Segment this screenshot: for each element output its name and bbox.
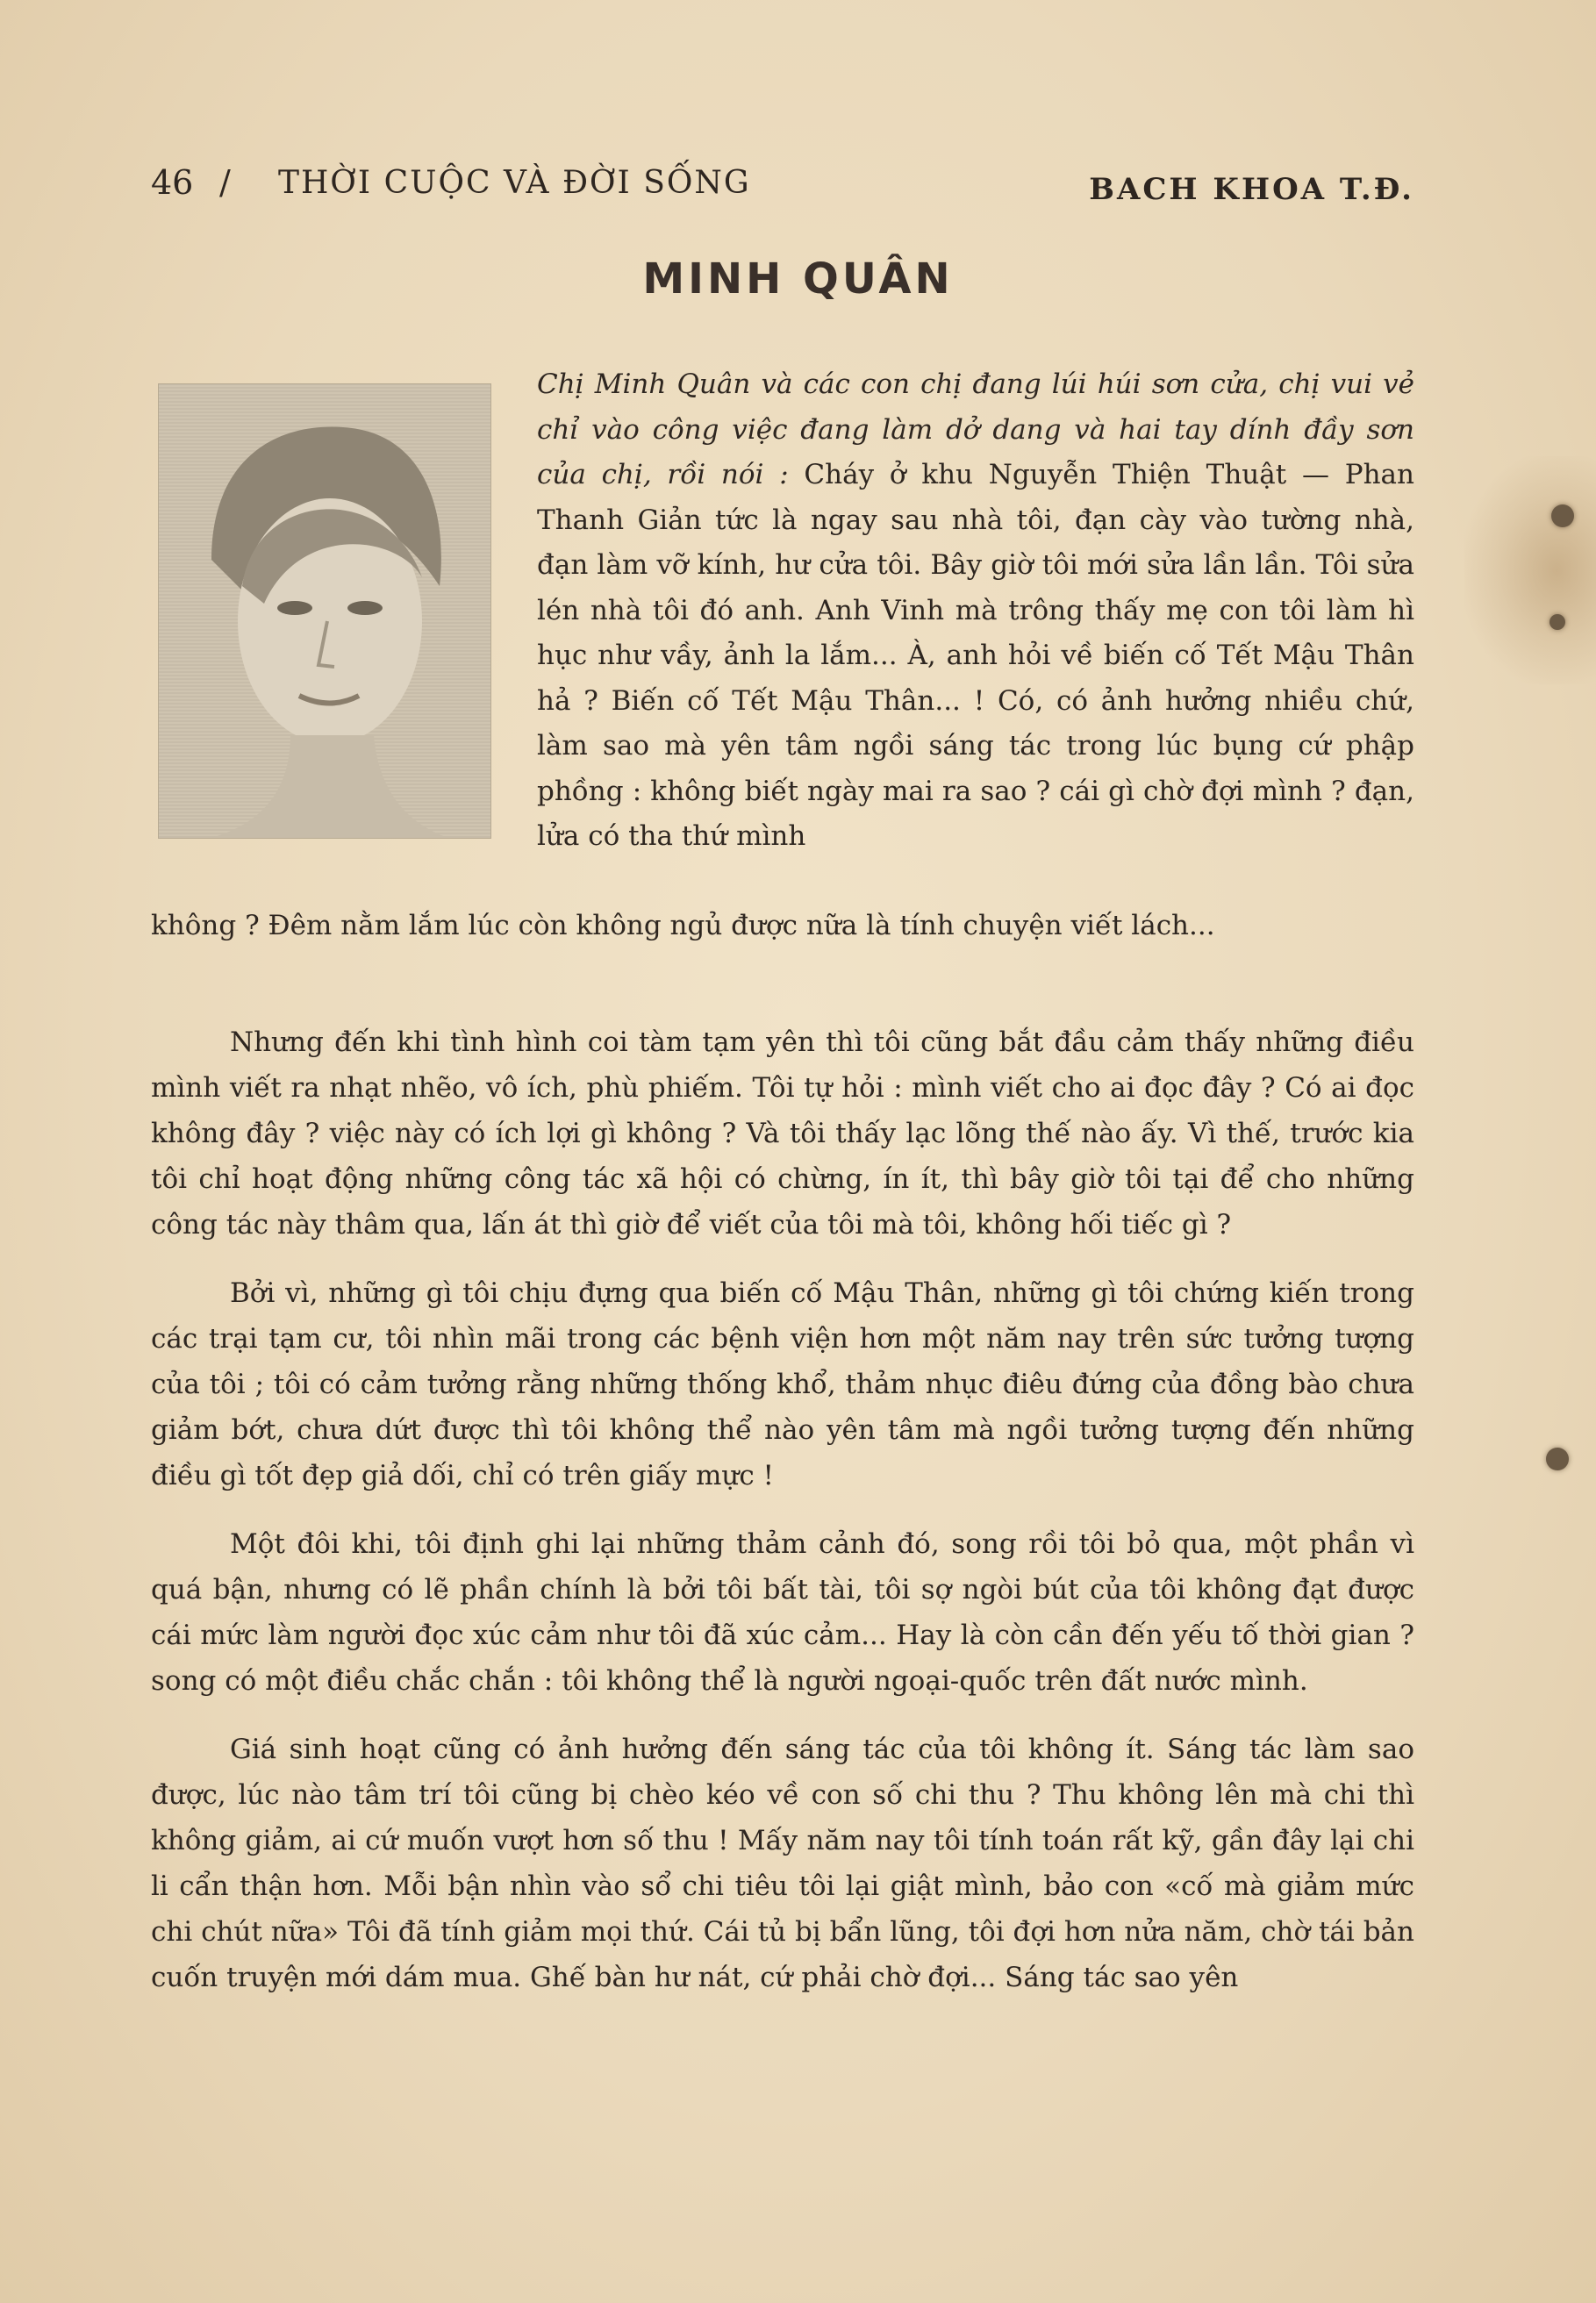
intro-paragraph <box>537 362 1414 860</box>
intro-quote: Cháy ở khu Nguyễn Thiện Thuật — Phan Thanh Giản tức là ngay sau nhà tôi, đạn cày vào tường nhà, đạn làm vỡ kính, hư cửa tôi. Bây giờ tôi mới sửa lần lần. Tôi sửa lén nhà tôi đó anh. Anh Vinh mà trông thấy mẹ con tôi làm hì hục như vầy, ảnh la lắm... À, anh hỏi về biến cố Tết Mậu Thân hả ? Biến cố Tết Mậu Thân... ! Có, có ảnh hưởng nhiều chứ, làm sao mà yên tâm ngồi sáng tác trong lúc bụng cứ phập phồng : không biết ngày mai ra sao ? cái gì chờ đợi mình ? đạn, lửa có tha thứ mình <box>537 459 1414 852</box>
binding-hole <box>1546 1448 1569 1470</box>
author-portrait <box>158 383 491 839</box>
article-body <box>151 1019 1414 2023</box>
body-paragraph: Một đôi khi, tôi định ghi lại những thảm cảnh đó, song rồi tôi bỏ qua, một phần vì quá bận, nhưng có lẽ phần chính là bởi tôi bất tài, tôi sợ ngòi bút của tôi không đạt được cái mức làm người đọc xúc cảm như tôi đã xúc cảm... Hay là còn cần đến yếu tố thời gian ? song có một điều chắc chắn : tôi không thể là người ngoại-quốc trên đất nước mình. <box>151 1528 1414 1697</box>
intro-lead: Chị Minh Quân và các con chị đang lúi húi sơn cửa, chị vui vẻ chỉ vào công việc đang làm dở dang và hai tay dính đầy sơn của chị, rồi nói : <box>537 368 1414 490</box>
page-header <box>151 158 1414 211</box>
magazine-name: BACH KHOA T.Đ. <box>1089 172 1414 207</box>
binding-hole <box>1549 614 1565 630</box>
body-paragraph: Giá sinh hoạt cũng có ảnh hưởng đến sáng tác của tôi không ít. Sáng tác làm sao được, lúc nào tâm trí tôi cũng bị chèo kéo về con số chi thu ? Thu không lên mà chi thì không giảm, ai cứ muốn vượt hơn số thu ! Mấy năm nay tôi tính toán rất kỹ, gần đây lại chi li cẩn thận hơn. Mỗi bận nhìn vào sổ chi tiêu tôi lại giật mình, bảo con «cố mà giảm mức chi chút nữa» Tôi đã tính giảm mọi thứ. Cái tủ bị bẩn lũng, tôi đợi hơn nửa năm, chờ tái bản cuốn truyện mới dám mua. Ghế bàn hư nát, cứ phải chờ đợi... Sáng tác sao yên <box>151 1734 1414 1993</box>
article-title: MINH QUÂN <box>642 254 954 304</box>
page-number: 46 <box>151 163 194 202</box>
body-paragraph: Nhưng đến khi tình hình coi tàm tạm yên thì tôi cũng bắt đầu cảm thấy những điều mình viết ra nhạt nhẽo, vô ích, phù phiếm. Tôi tự hỏi : mình viết cho ai đọc đây ? Có ai đọc không đây ? việc này có ích lợi gì không ? Và tôi thấy lạc lõng thế nào ấy. Vì thế, trước kia tôi chỉ hoạt động những công tác xã hội có chừng, ín ít, thì bây giờ tôi tại để cho những công tác này thâm qua, lấn át thì giờ để viết của tôi mà tôi, không hối tiếc gì ? <box>151 1026 1414 1241</box>
portrait-illustration <box>159 384 490 838</box>
body-paragraph: Bởi vì, những gì tôi chịu đựng qua biến cố Mậu Thân, những gì tôi chứng kiến trong các trại tạm cư, tôi nhìn mãi trong các bệnh viện hơn một năm nay trên sức tưởng tượng của tôi ; tôi có cảm tưởng rằng những thống khổ, thảm nhục điêu đứng của đồng bào chưa giảm bớt, chưa dứt được thì tôi không thể nào yên tâm mà ngồi tưởng tượng đến những điều gì tốt đẹp giả dối, chỉ có trên giấy mực ! <box>151 1277 1414 1491</box>
intro-continuation: không ? Đêm nằm lắm lúc còn không ngủ được nữa là tính chuyện viết lách... <box>151 910 1215 941</box>
header-separator: / <box>219 163 231 202</box>
section-title: THỜI CUỘC VÀ ĐỜI SỐNG <box>278 165 751 201</box>
binding-hole <box>1551 504 1574 527</box>
water-stain <box>1464 456 1596 684</box>
